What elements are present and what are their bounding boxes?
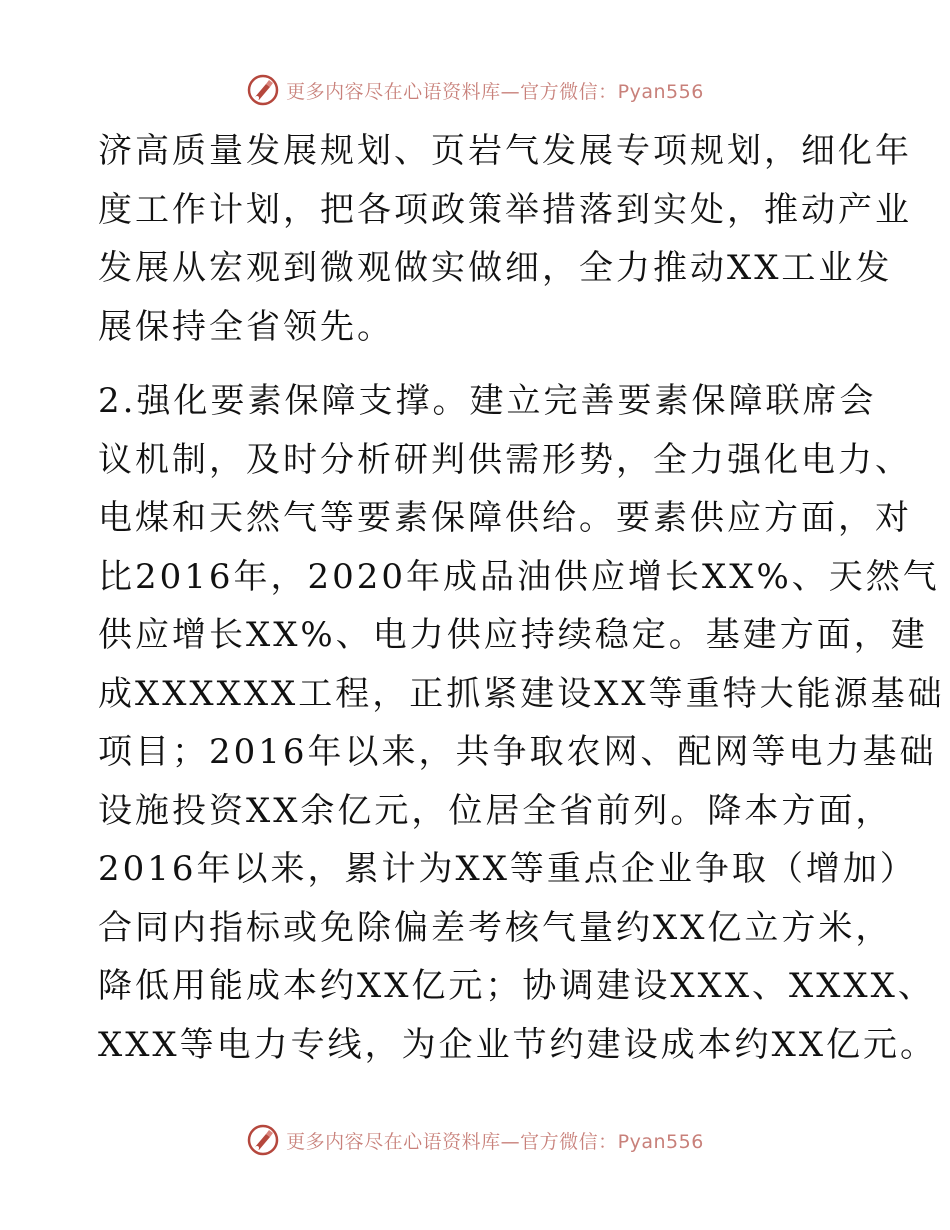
- text-line: 比2016年，2020年成品油供应增长XX%、天然气: [98, 556, 940, 597]
- text-line: 设施投资XX余亿元，位居全省前列。降本方面，: [98, 790, 893, 831]
- text-line: 发展从宏观到微观做实做细，全力推动XX工业发: [98, 248, 893, 288]
- text-line: XXX等电力专线，为企业节约建设成本约XX亿元。: [98, 1024, 938, 1065]
- paragraph-1: [98, 122, 912, 356]
- document-body: [98, 122, 945, 1074]
- text-line: 成XXXXXX工程，正抓紧建设XX等重特大能源基础: [98, 673, 945, 714]
- text-line: 议机制，及时分析研判供需形势，全力强化电力、: [98, 439, 912, 480]
- text-line: 供应增长XX%、电力供应持续稳定。基建方面，建: [98, 615, 928, 655]
- text-line: 2.强化要素保障支撑。建立完善要素保障联席会: [98, 381, 877, 421]
- text-line: 合同内指标或免除偏差考核气量约XX亿立方米，: [98, 907, 893, 948]
- text-line: 降低用能成本约XX亿元；协调建设XXX、XXXX、: [98, 966, 935, 1006]
- text-line: 项目；2016年以来，共争取农网、配网等电力基础: [98, 732, 937, 772]
- pen-logo-icon: [246, 73, 280, 107]
- pen-logo-icon: [246, 1123, 280, 1157]
- header-watermark: [0, 70, 950, 110]
- text-line: 2016年以来，累计为XX等重点企业争取（增加）: [98, 849, 917, 889]
- text-line: 度工作计划，把各项政策举措落到实处，推动产业: [98, 189, 912, 230]
- watermark-text: 更多内容尽在心语资料库—官方微信：Pyan556: [286, 80, 704, 103]
- footer-watermark: [0, 1120, 950, 1160]
- text-line: 展保持全省领先。: [98, 306, 394, 347]
- text-line: 济高质量发展规划、页岩气发展专项规划，细化年: [98, 131, 912, 171]
- text-line: 电煤和天然气等要素保障供给。要素供应方面，对: [98, 498, 912, 538]
- paragraph-2: [98, 372, 945, 1074]
- watermark-group: [246, 1123, 704, 1157]
- watermark-group: [246, 73, 704, 107]
- watermark-text: 更多内容尽在心语资料库—官方微信：Pyan556: [286, 1130, 704, 1153]
